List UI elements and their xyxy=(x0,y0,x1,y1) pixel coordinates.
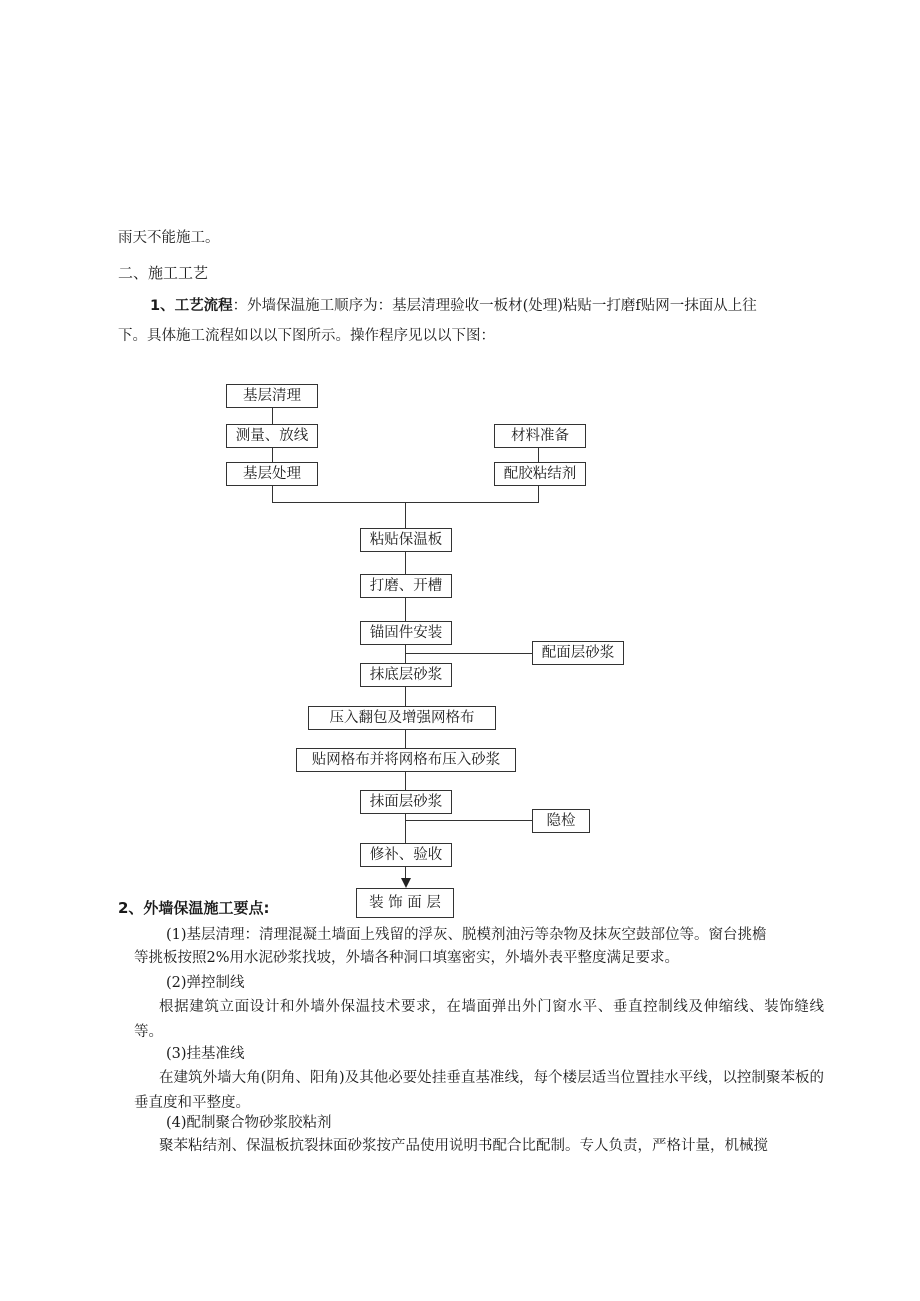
item1-line-1 xyxy=(150,296,757,316)
item1-label: 1、工艺流程 xyxy=(150,298,233,314)
p2-text: 根据建筑立面设计和外墙外保温技术要求，在墙面弹出外门窗水平、垂直控制线及伸缩线、装饰缝线等。 xyxy=(134,999,824,1040)
p4-text: 聚苯粘结剂、保温板抗裂抹面砂浆按产品使用说明书配合比配制。专人负责，严格计量，机械搅 xyxy=(159,1138,768,1154)
flow-step-material-prep: 材料准备 xyxy=(494,424,586,448)
flow-step-anchor: 锚固件安装 xyxy=(360,621,452,645)
item1-text-a: ：外墙保温施工顺序为：基层清理验收一板材(处理)粘贴一打磨f贴网一抹面从上往 xyxy=(232,298,757,314)
flow-step-mesh-press: 贴网格布并将网格布压入砂浆 xyxy=(296,748,516,772)
p1-text-a: ：清理混凝土墙面上残留的浮灰、脱模剂油污等杂物及抹灰空鼓部位等。窗台挑檐 xyxy=(244,927,767,943)
p2-title: (2)弹控制线 xyxy=(166,975,245,991)
mortar-connector xyxy=(405,653,533,654)
p1-line-2: 等挑板按照2%用水泥砂浆找坡，外墙各种洞口填塞密实，外墙外表平整度满足要求。 xyxy=(134,950,679,966)
p4-title: (4)配制聚合物砂浆胶粘剂 xyxy=(166,1115,332,1131)
p3-title: (3)挂基准线 xyxy=(166,1046,245,1062)
p1-title: (1)基层清理 xyxy=(166,927,245,943)
points-heading: 2、外墙保温施工要点: xyxy=(118,899,270,917)
flow-step-repair: 修补、验收 xyxy=(360,843,452,867)
flow-step-measure: 测量、放线 xyxy=(226,424,318,448)
flow-step-decor: 装 饰 面 层 xyxy=(356,888,454,918)
item1-line-2: 下。具体施工流程如以以下图所示。操作程序见以以下图： xyxy=(118,328,495,344)
inspect-connector xyxy=(405,820,533,821)
flow-step-reinforce-mesh: 压入翻包及增强网格布 xyxy=(308,706,496,730)
flow-step-paste-board: 粘贴保温板 xyxy=(360,528,452,552)
flow-step-adhesive: 配胶粘结剂 xyxy=(494,462,586,486)
left-connector xyxy=(272,404,273,503)
flow-side-inspect: 隐检 xyxy=(532,809,590,833)
flow-step-grind: 打磨、开槽 xyxy=(360,574,452,598)
section-heading: 二、施工工艺 xyxy=(118,264,209,282)
flow-side-mortar: 配面层砂浆 xyxy=(532,641,624,665)
flow-step-surface-mortar: 抹面层砂浆 xyxy=(360,790,452,814)
flow-step-base-clean: 基层清理 xyxy=(226,384,318,408)
main-connector xyxy=(405,502,406,882)
intro-line: 雨天不能施工。 xyxy=(118,230,220,246)
p3-text: 在建筑外墙大角(阴角、阳角)及其他必要处挂垂直基准线，每个楼层适当位置挂水平线，以控制聚苯板的垂直度和平整度。 xyxy=(134,1070,824,1111)
p1-line-1 xyxy=(166,925,767,945)
arrow-down-icon xyxy=(401,878,411,888)
flow-step-base-mortar: 抹底层砂浆 xyxy=(360,663,452,687)
flow-step-base-treat: 基层处理 xyxy=(226,462,318,486)
